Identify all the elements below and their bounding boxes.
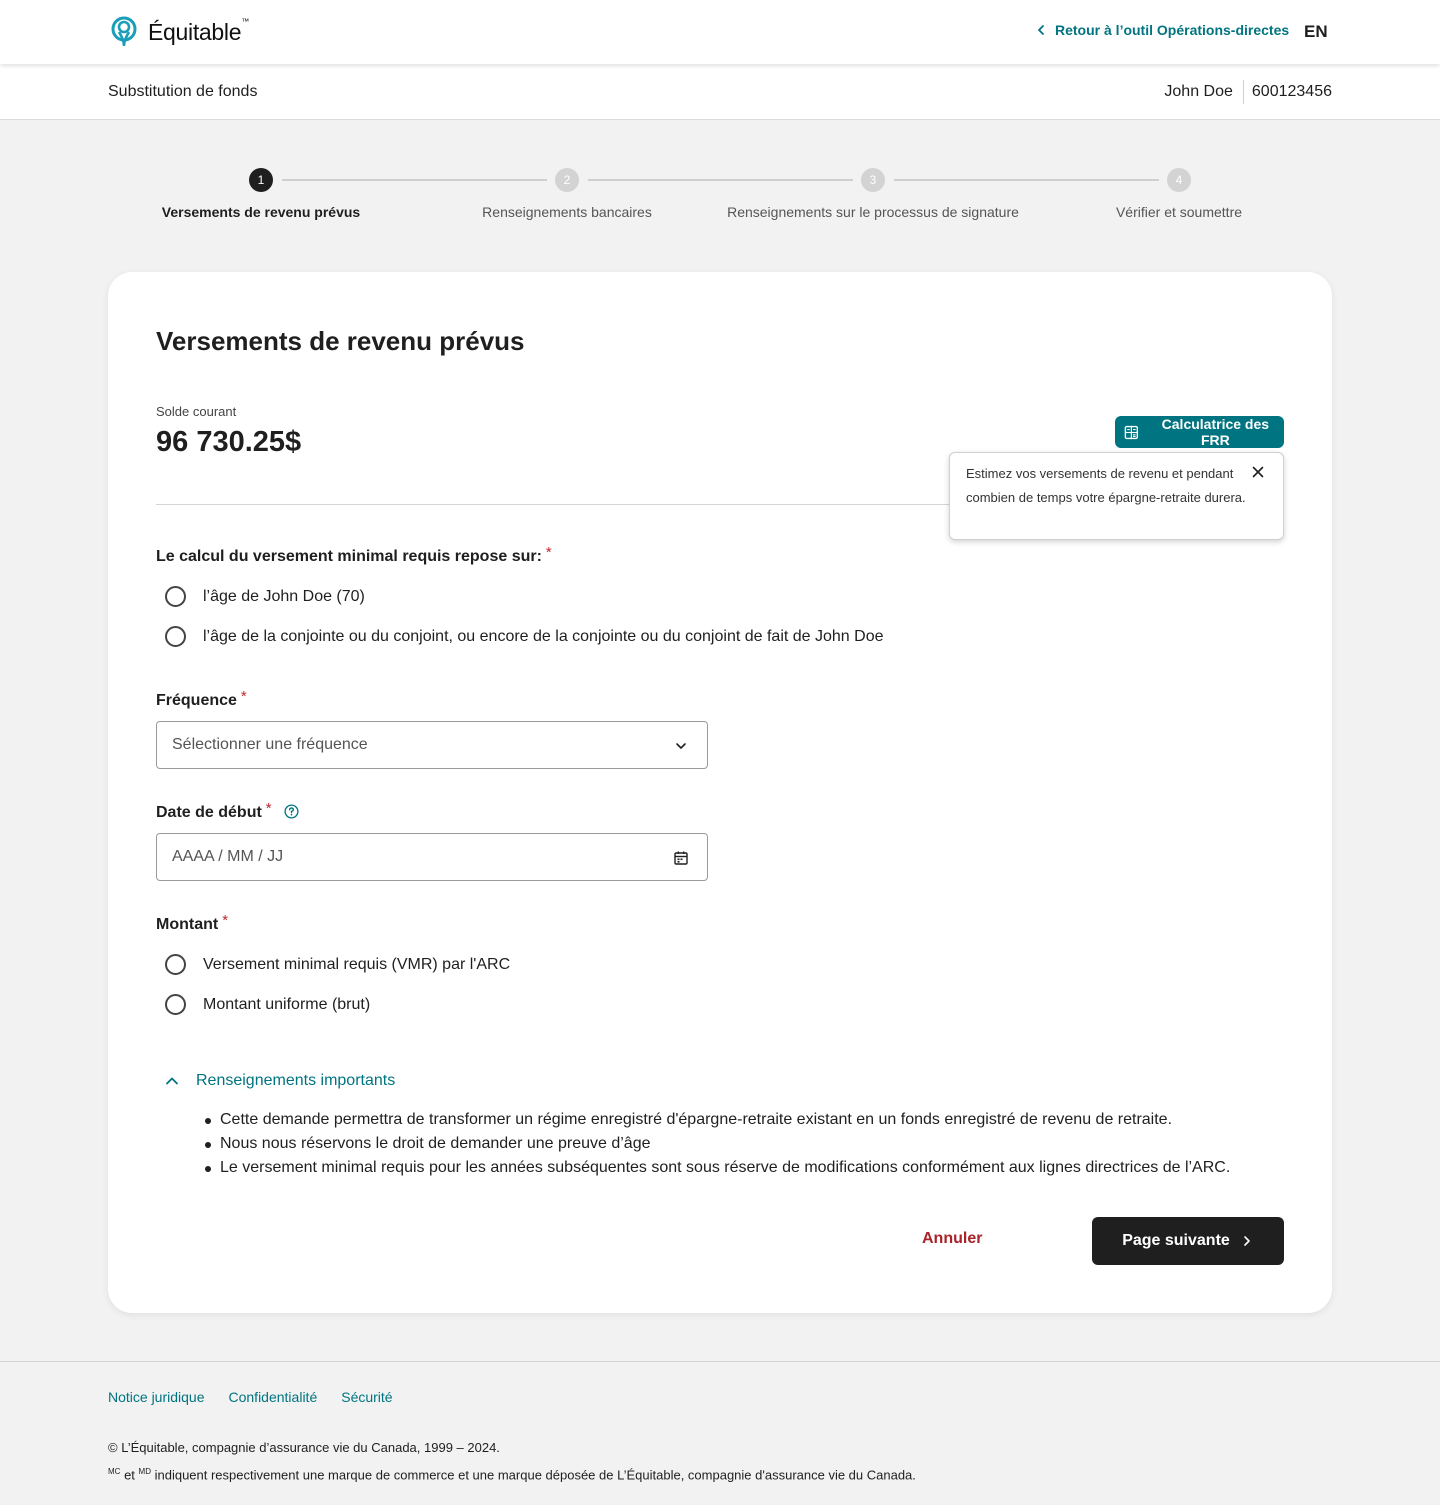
frequency-placeholder: Sélectionner une fréquence: [172, 736, 368, 753]
client-name: John Doe: [1164, 83, 1233, 100]
close-icon[interactable]: [1251, 465, 1265, 479]
sub-header: [0, 64, 1440, 120]
required-indicator: *: [545, 544, 552, 561]
client-id: 600123456: [1251, 83, 1332, 100]
chevron-up-icon: [164, 1073, 180, 1089]
progress-stepper: [108, 168, 1332, 228]
list-item: Nous nous réservons le droit de demander une preuve d’âge: [204, 1132, 1244, 1156]
process-title: Substitution de fonds: [108, 83, 258, 100]
radio-basis-spouse-age[interactable]: [165, 626, 884, 647]
tooltip-text: Estimez vos versements de revenu et pendant combien de temps votre épargne-retraite durera.: [966, 466, 1246, 505]
back-to-operations-link[interactable]: [1034, 22, 1289, 38]
date-placeholder: AAAA / MM / JJ: [172, 848, 284, 865]
frequency-select[interactable]: [156, 721, 708, 769]
required-indicator: *: [222, 912, 229, 929]
step-label: Vérifier et soumettre: [1115, 204, 1243, 220]
step-3: [720, 168, 1026, 220]
list-item: Le versement minimal requis pour les années subséquentes sont sous réserve de modifications conformément aux lignes directrices de l’ARC.: [204, 1156, 1244, 1180]
cancel-button[interactable]: Annuler: [922, 1230, 983, 1247]
radio-label: Versement minimal requis (VMR) par l'ARC: [203, 955, 511, 973]
balance-value: 96 730.25$: [156, 426, 302, 458]
calendar-icon[interactable]: [673, 850, 689, 866]
step-number: 2: [555, 168, 579, 192]
copyright-text: [108, 1436, 916, 1487]
step-number: 4: [1167, 168, 1191, 192]
radio-basis-own-age[interactable]: [165, 586, 365, 607]
step-label: Renseignements sur le processus de signature: [727, 204, 1019, 220]
radio-button[interactable]: [165, 626, 186, 647]
footer-links: [108, 1389, 417, 1405]
trademark-line: $^{MC}$ et $^{MD}$ indiquent respectivement une marque de commerce et une marque déposée de L’Équitable, compagnie d'assurance vie du Canada.: [108, 1467, 916, 1483]
calculator-tooltip: [949, 452, 1284, 540]
radio-button[interactable]: [165, 994, 186, 1015]
step-number: 3: [861, 168, 885, 192]
calculator-icon: [1124, 425, 1139, 440]
list-item: Cette demande permettra de transformer un régime enregistré d'épargne-retraite existant en un fonds enregistré de revenu de retraite.: [204, 1108, 1244, 1132]
amount-label: Montant *: [156, 912, 229, 933]
language-toggle[interactable]: EN: [1304, 22, 1328, 41]
important-info-toggle[interactable]: [164, 1072, 395, 1090]
equitable-logo-icon: [108, 16, 140, 48]
next-page-button[interactable]: [1092, 1217, 1284, 1265]
balance-label: Solde courant: [156, 404, 237, 419]
chevron-down-icon: [673, 738, 689, 754]
basis-question-label: Le calcul du versement minimal requis repose sur: *: [156, 544, 552, 565]
radio-button[interactable]: [165, 954, 186, 975]
page-footer: [0, 1361, 1440, 1505]
start-date-label: Date de début *: [156, 804, 299, 822]
step-label: Renseignements bancaires: [482, 204, 652, 220]
page-title: Versements de revenu prévus: [156, 326, 525, 356]
required-indicator: *: [240, 688, 247, 705]
step-label: Versements de revenu prévus: [161, 204, 361, 220]
step-4: [1026, 168, 1332, 220]
chevron-right-icon: [1240, 1234, 1254, 1248]
frequency-label: Fréquence *: [156, 688, 247, 709]
radio-amount-uniform[interactable]: [165, 994, 370, 1015]
equitable-logo[interactable]: [108, 16, 249, 48]
rrif-calculator-button[interactable]: [1115, 416, 1284, 448]
help-icon[interactable]: [284, 804, 299, 819]
radio-amount-vmr[interactable]: [165, 954, 510, 975]
step-1: [108, 168, 414, 220]
radio-label: Montant uniforme (brut): [203, 995, 371, 1013]
footer-link-legal[interactable]: Notice juridique: [108, 1389, 205, 1405]
copyright-line: © L’Équitable, compagnie d’assurance vie du Canada, 1999 – 2024.: [108, 1440, 500, 1455]
radio-button[interactable]: [165, 586, 186, 607]
footer-link-security[interactable]: Sécurité: [341, 1389, 393, 1405]
back-link-label: Retour à l’outil Opérations-directes: [1055, 22, 1290, 38]
footer-link-privacy[interactable]: Confidentialité: [228, 1389, 318, 1405]
client-info: [1164, 80, 1332, 104]
radio-label: l’âge de la conjointe ou du conjoint, ou encore de la conjointe ou du conjoint de fait de John Doe: [203, 627, 884, 645]
required-indicator: *: [265, 800, 272, 817]
chevron-left-icon: [1034, 23, 1048, 37]
radio-label: l’âge de John Doe (70): [203, 587, 365, 605]
step-number: 1: [249, 168, 273, 192]
start-date-input[interactable]: [156, 833, 708, 881]
form-card: [108, 272, 1332, 1313]
client-divider: [1243, 80, 1244, 104]
top-header: [0, 0, 1440, 64]
important-info-list: [204, 1108, 1244, 1180]
calc-button-label: Calculatrice des FRR: [1161, 416, 1270, 448]
next-button-label: Page suivante: [1122, 1232, 1230, 1249]
logo-wordmark: Équitable™: [148, 16, 249, 45]
accordion-label: Renseignements importants: [196, 1072, 396, 1089]
step-2: [414, 168, 720, 220]
